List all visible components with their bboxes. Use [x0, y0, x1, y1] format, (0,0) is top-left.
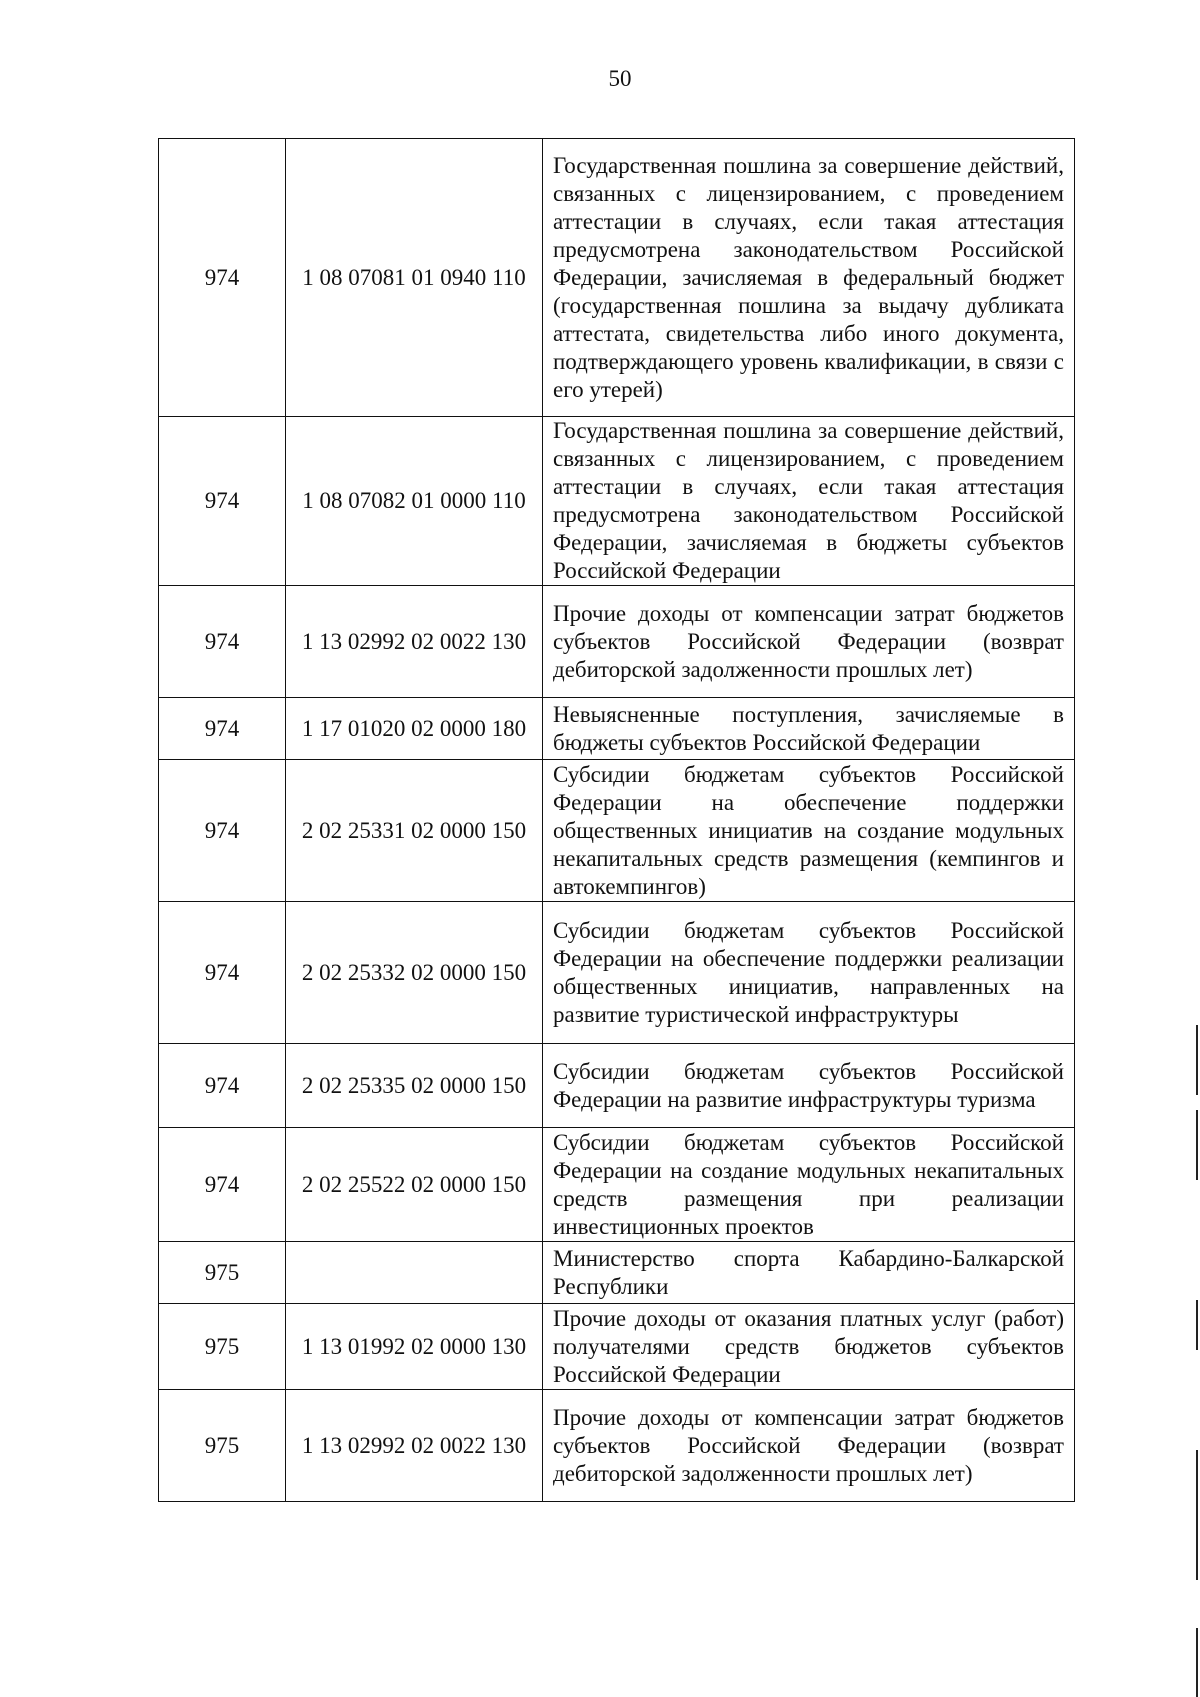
admin-code-cell: 974: [159, 139, 286, 417]
budget-code-cell: 2 02 25335 02 0000 150: [286, 1044, 543, 1128]
description-cell: Министерство спорта Кабардино-Балкарской Республики: [543, 1242, 1075, 1304]
revenue-codes-table: [158, 138, 1075, 1502]
table-row: [159, 1242, 1075, 1304]
description-cell: Прочие доходы от оказания платных услуг (работ) получателями средств бюджетов субъектов Российской Федерации: [543, 1304, 1075, 1390]
budget-code-cell: 1 13 02992 02 0022 130: [286, 586, 543, 698]
scan-artifact-line: [1196, 1300, 1198, 1350]
budget-code-cell: 2 02 25332 02 0000 150: [286, 902, 543, 1044]
description-cell: Государственная пошлина за совершение действий, связанных с лицензированием, с проведением аттестации в случаях, если такая аттестация предусмотрена законодательством Российской Федерации, зачисляемая в федеральный бюджет (государственная пошлина за выдачу дубликата аттестата, свидетельства либо иного документа, подтверждающего уровень квалификации, в связи с его утерей): [543, 139, 1075, 417]
table-row: [159, 1390, 1075, 1502]
budget-code-cell: 2 02 25331 02 0000 150: [286, 760, 543, 902]
description-cell: Субсидии бюджетам субъектов Российской Федерации на создание модульных некапитальных средств размещения при реализации инвестиционных проектов: [543, 1128, 1075, 1242]
scan-artifact-line: [1196, 1628, 1198, 1697]
budget-code-cell: 1 08 07081 01 0940 110: [286, 139, 543, 417]
admin-code-cell: 974: [159, 586, 286, 698]
admin-code-cell: 975: [159, 1304, 286, 1390]
description-cell: Невыясненные поступления, зачисляемые в бюджеты субъектов Российской Федерации: [543, 698, 1075, 760]
description-cell: Субсидии бюджетам субъектов Российской Федерации на обеспечение поддержки реализации общественных инициатив, направленных на развитие туристической инфраструктуры: [543, 902, 1075, 1044]
admin-code-cell: 974: [159, 902, 286, 1044]
description-cell: Прочие доходы от компенсации затрат бюджетов субъектов Российской Федерации (возврат дебиторской задолженности прошлых лет): [543, 1390, 1075, 1502]
description-cell: Субсидии бюджетам субъектов Российской Федерации на обеспечение поддержки общественных инициатив на создание модульных некапитальных средств размещения (кемпингов и автокемпингов): [543, 760, 1075, 902]
budget-code-cell: [286, 1242, 543, 1304]
table-row: [159, 698, 1075, 760]
table-row: [159, 586, 1075, 698]
page-number: 50: [608, 66, 632, 91]
table-row: [159, 760, 1075, 902]
scan-artifact-line: [1196, 1110, 1198, 1180]
table-row: [159, 1044, 1075, 1128]
admin-code-cell: 975: [159, 1242, 286, 1304]
admin-code-cell: 974: [159, 1044, 286, 1128]
table-row: [159, 139, 1075, 417]
budget-code-cell: 1 17 01020 02 0000 180: [286, 698, 543, 760]
admin-code-cell: 974: [159, 760, 286, 902]
table-row: [159, 1128, 1075, 1242]
admin-code-cell: 974: [159, 698, 286, 760]
description-cell: Прочие доходы от компенсации затрат бюджетов субъектов Российской Федерации (возврат дебиторской задолженности прошлых лет): [543, 586, 1075, 698]
table-row: [159, 417, 1075, 586]
table-row: [159, 1304, 1075, 1390]
description-cell: Субсидии бюджетам субъектов Российской Федерации на развитие инфраструктуры туризма: [543, 1044, 1075, 1128]
admin-code-cell: 974: [159, 1128, 286, 1242]
budget-code-cell: 1 08 07082 01 0000 110: [286, 417, 543, 586]
budget-code-cell: 1 13 02992 02 0022 130: [286, 1390, 543, 1502]
scan-artifact-line: [1196, 1450, 1198, 1580]
budget-code-cell: 1 13 01992 02 0000 130: [286, 1304, 543, 1390]
admin-code-cell: 975: [159, 1390, 286, 1502]
scan-artifact-line: [1196, 1025, 1198, 1095]
table-row: [159, 902, 1075, 1044]
budget-code-cell: 2 02 25522 02 0000 150: [286, 1128, 543, 1242]
admin-code-cell: 974: [159, 417, 286, 586]
description-cell: Государственная пошлина за совершение действий, связанных с лицензированием, с проведением аттестации в случаях, если такая аттестация предусмотрена законодательством Российской Федерации, зачисляемая в бюджеты субъектов Российской Федерации: [543, 417, 1075, 586]
